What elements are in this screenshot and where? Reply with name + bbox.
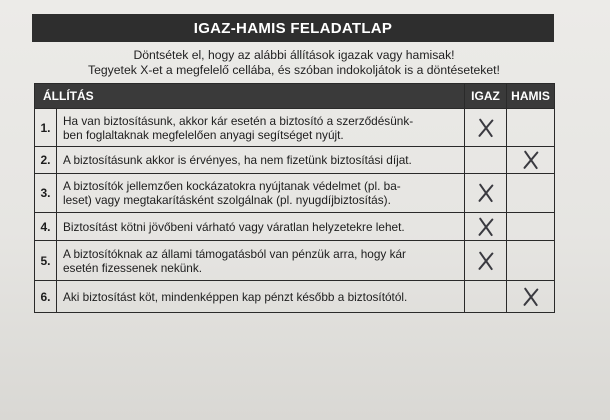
table-header-row — [35, 84, 555, 109]
true-answer-cell[interactable] — [465, 241, 507, 281]
true-answer-cell[interactable] — [465, 109, 507, 147]
true-answer-cell[interactable] — [465, 147, 507, 174]
row-number: 6. — [35, 281, 57, 313]
statement-text — [57, 109, 465, 147]
table-row — [35, 109, 555, 147]
statement-column-header: ÁLLÍTÁS — [35, 84, 465, 109]
statement-line: Biztosítást kötni jövőbeni várható vagy váratlan helyzetekre lehet. — [63, 219, 405, 234]
x-mark-icon — [476, 252, 496, 270]
true-column-header: IGAZ — [465, 84, 507, 109]
statement-text — [57, 213, 465, 241]
statement-line: esetén fizessenek nekünk. — [63, 260, 203, 275]
statement-line: Aki biztosítást köt, mindenképpen kap pénzt később a biztosítótól. — [63, 289, 408, 304]
table-row — [35, 241, 555, 281]
true-answer-cell[interactable] — [465, 213, 507, 241]
x-mark-icon — [521, 288, 541, 306]
statement-line: A biztosításunk akkor is érvényes, ha nem fizetünk biztosítási díjat. — [63, 153, 412, 167]
false-answer-cell[interactable] — [507, 109, 555, 147]
table-row — [35, 281, 555, 313]
true-false-table — [34, 83, 555, 313]
false-answer-cell[interactable] — [507, 174, 555, 213]
false-answer-cell[interactable] — [507, 241, 555, 281]
table-row — [35, 174, 555, 213]
false-column-header: HAMIS — [507, 84, 555, 109]
statement-text — [57, 241, 465, 281]
statement-text — [57, 281, 465, 313]
x-mark-icon — [521, 151, 541, 169]
worksheet-title: IGAZ-HAMIS FELADATLAP — [32, 14, 554, 42]
statement-text — [57, 147, 465, 174]
table-row — [35, 147, 555, 174]
false-answer-cell[interactable] — [507, 147, 555, 174]
statement-line: A biztosítóknak az állami támogatásból van pénzük arra, hogy kár — [63, 246, 406, 261]
true-answer-cell[interactable] — [465, 174, 507, 213]
statement-text — [57, 174, 465, 213]
row-number: 5. — [35, 241, 57, 281]
instructions-line-2: Tegyetek X-et a megfelelő cellába, és szóban indokoljátok is a döntéseteket! — [88, 63, 500, 77]
false-answer-cell[interactable] — [507, 281, 555, 313]
table-row — [35, 213, 555, 241]
row-number: 3. — [35, 174, 57, 213]
row-number: 2. — [35, 147, 57, 174]
instructions-line-1: Döntsétek el, hogy az alábbi állítások igazak vagy hamisak! — [133, 48, 455, 62]
false-answer-cell[interactable] — [507, 213, 555, 241]
x-mark-icon — [476, 184, 496, 202]
x-mark-icon — [476, 119, 496, 137]
statement-line: A biztosítók jellemzően kockázatokra nyújtanak védelmet (pl. ba- — [63, 179, 401, 193]
true-answer-cell[interactable] — [465, 281, 507, 313]
instructions — [30, 48, 558, 78]
row-number: 1. — [35, 109, 57, 147]
statement-line: Ha van biztosításunk, akkor kár esetén a biztosító a szerződésünk- — [63, 113, 414, 128]
row-number: 4. — [35, 213, 57, 241]
x-mark-icon — [476, 218, 496, 236]
statement-line: ben foglaltaknak megfelelően anyagi segítséget nyújt. — [63, 127, 344, 142]
statement-line: leset) vagy megtakarításként szolgálnak (pl. nyugdíjbiztosítás). — [63, 193, 391, 207]
